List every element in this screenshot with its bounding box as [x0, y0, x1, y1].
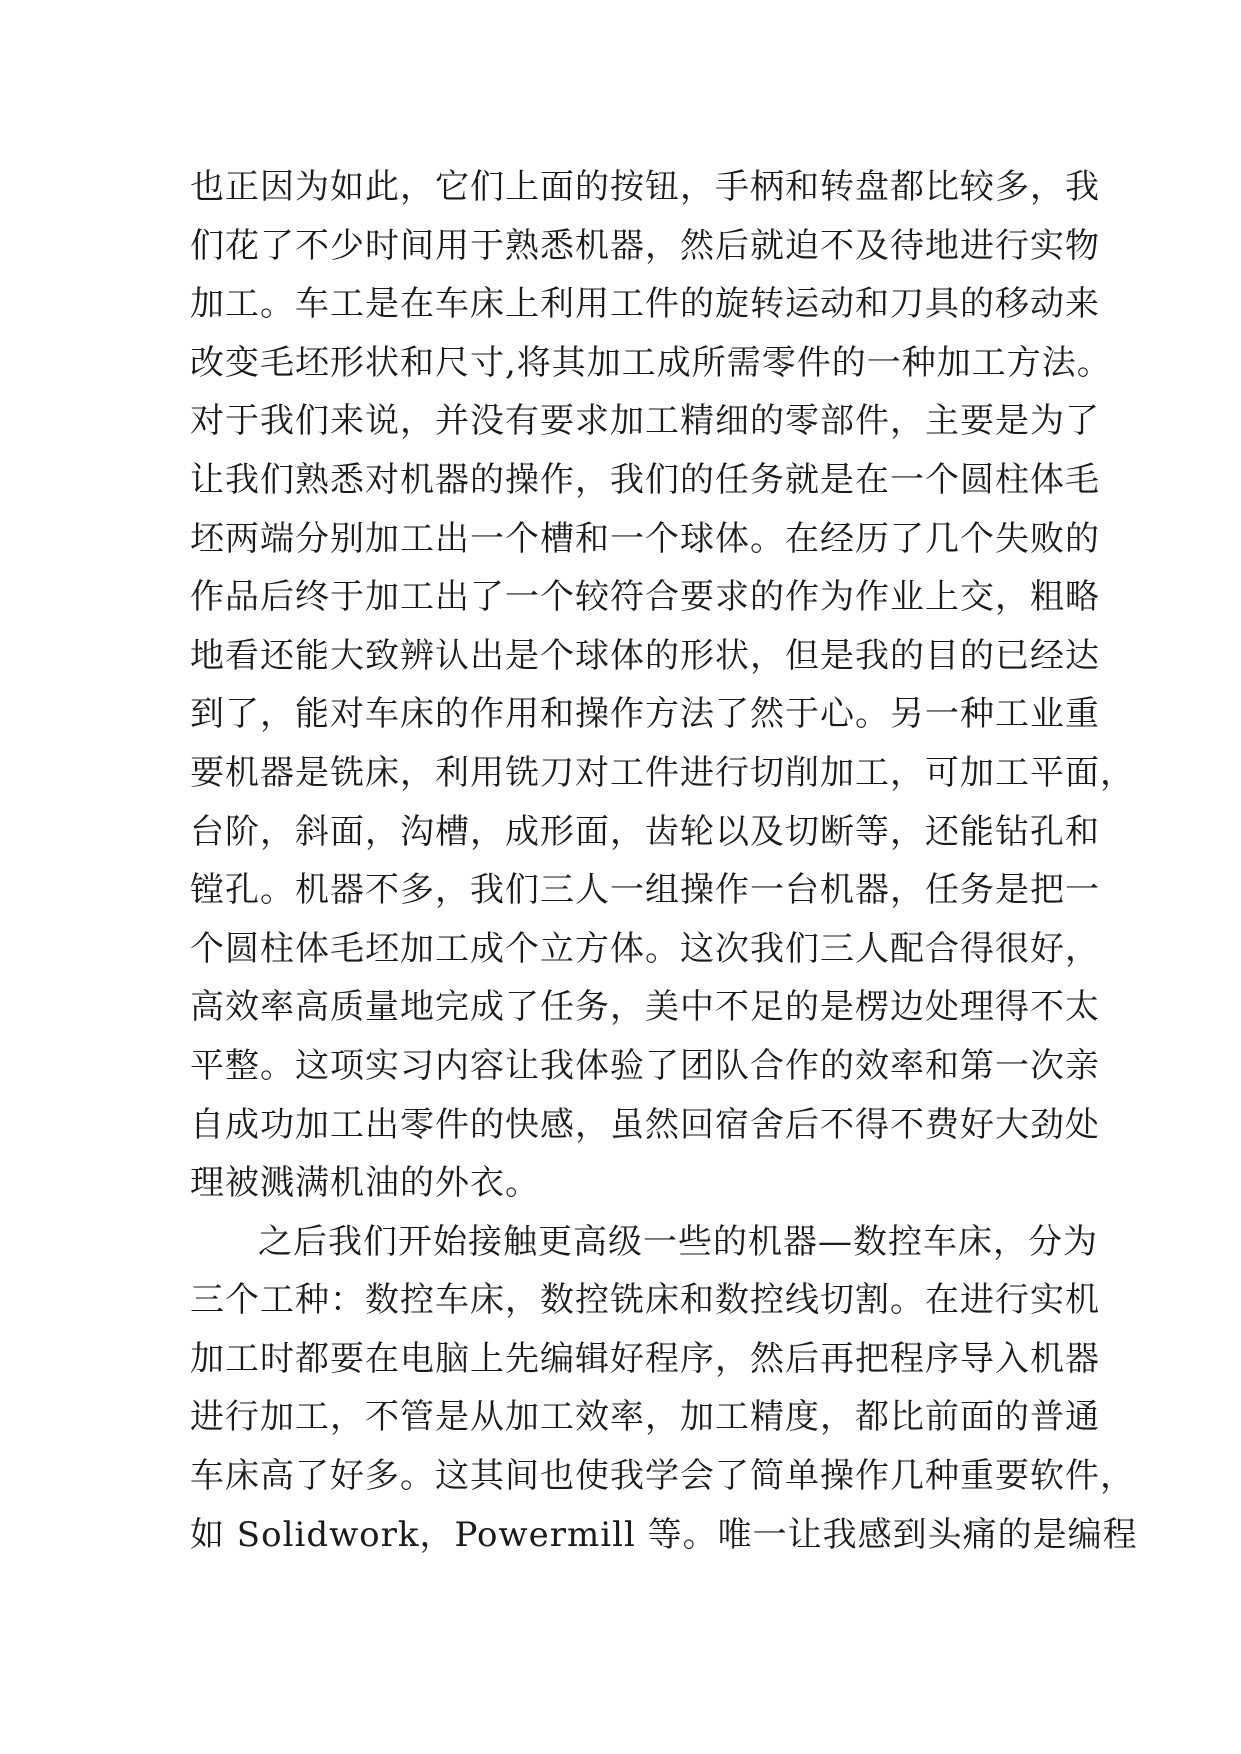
- text-line: 作品后终于加工出了一个较符合要求的作为作业上交，粗略: [190, 577, 1100, 618]
- text-line: 加工。车工是在车床上利用工件的旋转运动和刀具的移动来: [190, 284, 1100, 325]
- text-line: 对于我们来说，并没有要求加工精细的零部件，主要是为了: [190, 401, 1100, 442]
- text-line: 也正因为如此，它们上面的按钮，手柄和转盘都比较多，我: [190, 167, 1100, 207]
- text-line: 个圆柱体毛坯加工成个立方体。这次我们三人配合得很好，: [190, 928, 1100, 969]
- text-line: 坯两端分别加工出一个槽和一个球体。在经历了几个失败的: [190, 518, 1100, 559]
- text-line: 地看还能大致辨认出是个球体的形状，但是我的目的已经达: [190, 635, 1100, 676]
- text-line: 高效率高质量地完成了任务，美中不足的是楞边处理得不太: [190, 987, 1100, 1028]
- text-line: 如 Solidwork，Powermill 等。唯一让我感到头痛的是编程: [190, 1514, 1138, 1555]
- text-line: 让我们熟悉对机器的操作，我们的任务就是在一个圆柱体毛: [190, 459, 1100, 500]
- text-line: 到了，能对车床的作用和操作方法了然于心。另一种工业重: [190, 694, 1100, 735]
- text-line: 加工时都要在电脑上先编辑好程序，然后再把程序导入机器: [190, 1338, 1100, 1379]
- text-line: 镗孔。机器不多，我们三人一组操作一台机器，任务是把一: [190, 870, 1100, 911]
- text-line: 进行加工，不管是从加工效率，加工精度，都比前面的普通: [190, 1397, 1100, 1438]
- text-line-paragraph-start: 之后我们开始接触更高级一些的机器—数控车床，分为: [258, 1221, 1098, 1262]
- text-line: 台阶，斜面，沟槽，成形面，齿轮以及切断等，还能钻孔和: [190, 811, 1100, 852]
- text-line: 改变毛坯形状和尺寸,将其加工成所需零件的一种加工方法。: [190, 342, 1112, 383]
- text-line-paragraph-end: 理被溅满机油的外衣。: [190, 1163, 540, 1204]
- text-line: 车床高了好多。这其间也使我学会了简单操作几种重要软件，: [190, 1456, 1135, 1497]
- text-line: 自成功加工出零件的快感，虽然回宿舍后不得不费好大劲处: [190, 1104, 1100, 1145]
- text-line: 们花了不少时间用于熟悉机器，然后就迫不及待地进行实物: [190, 225, 1100, 266]
- text-line: 要机器是铣床，利用铣刀对工件进行切削加工，可加工平面，: [190, 752, 1135, 793]
- text-line: 三个工种：数控车床，数控铣床和数控线切割。在进行实机: [190, 1280, 1100, 1321]
- text-line: 平整。这项实习内容让我体验了团队合作的效率和第一次亲: [190, 1045, 1100, 1086]
- body-text: [190, 158, 1138, 1564]
